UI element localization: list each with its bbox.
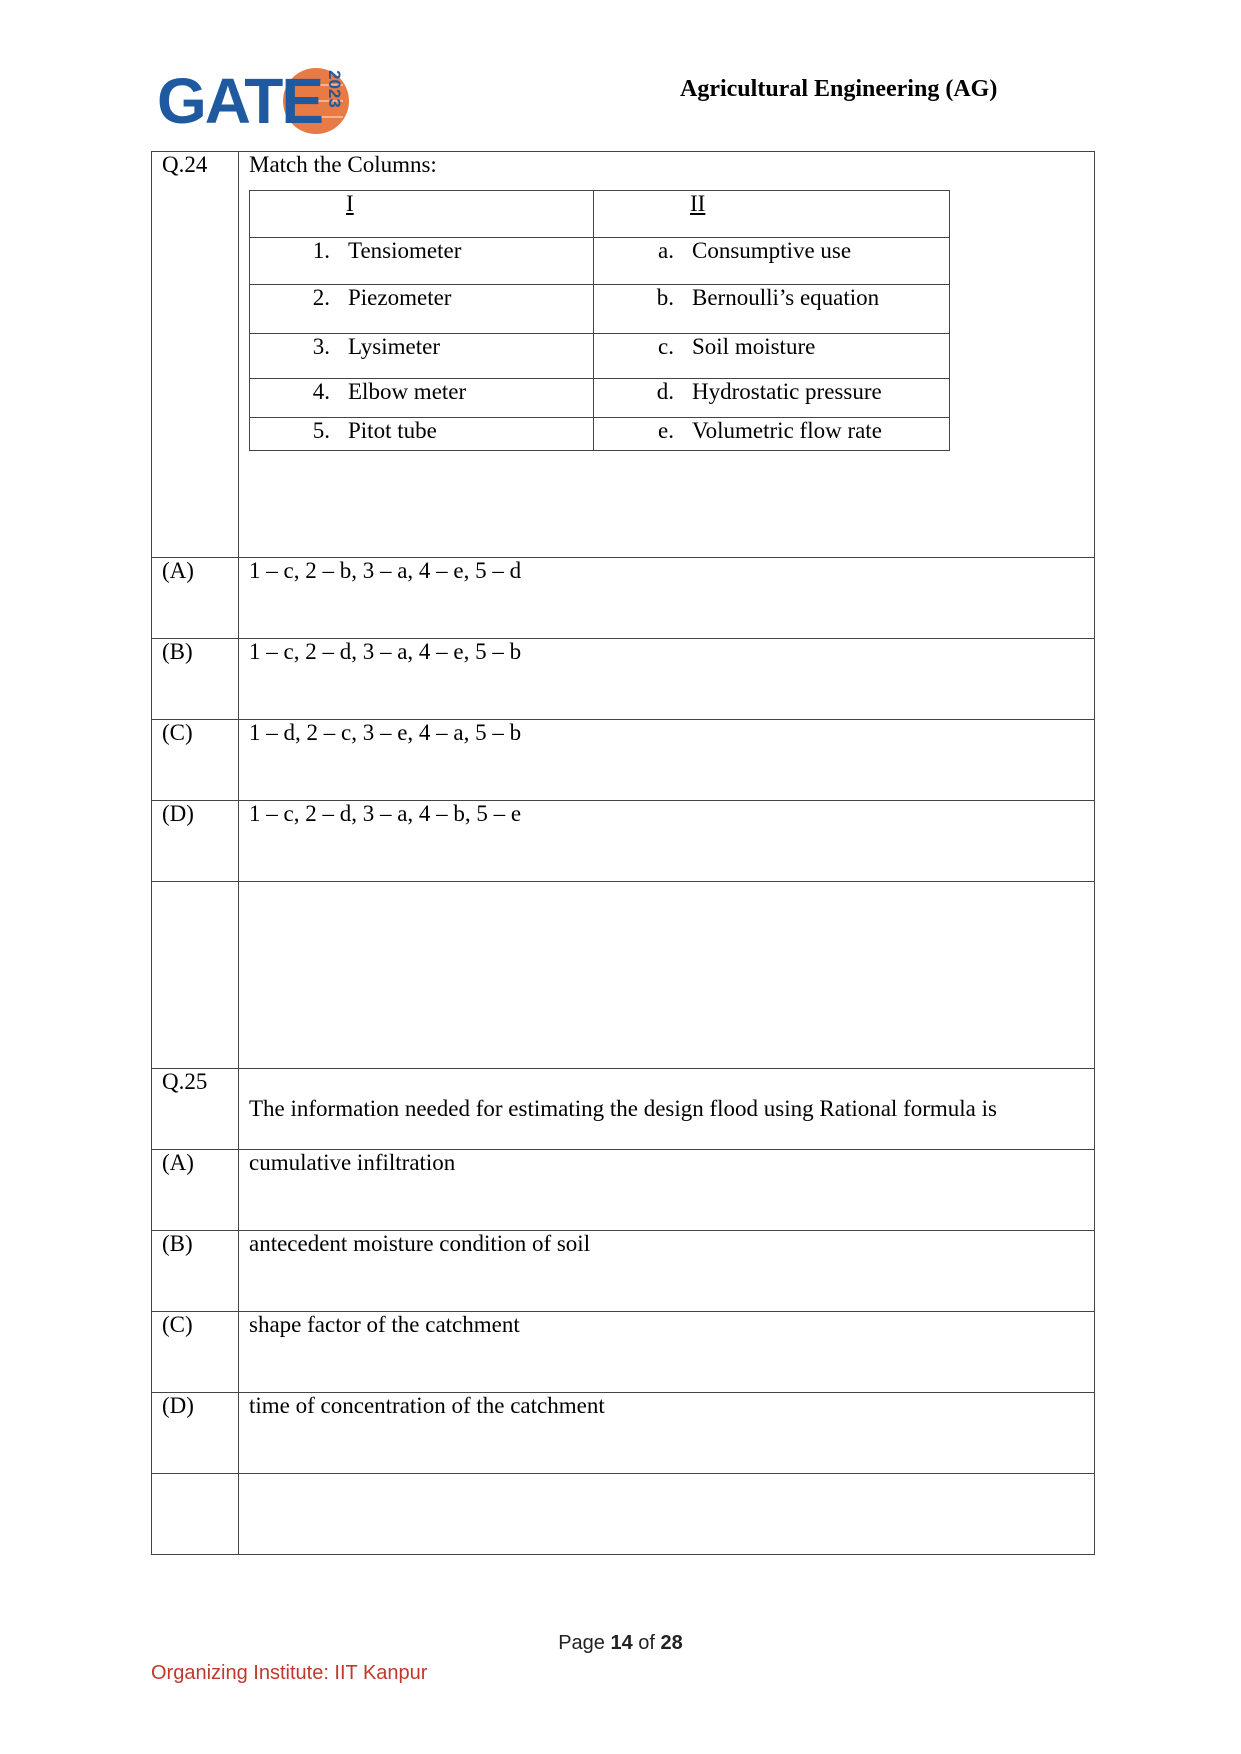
item-left: Tensiometer [348, 238, 462, 263]
question-prompt: The information needed for estimating the design flood using Rational formula is [239, 1069, 1095, 1150]
option-label: (C) [152, 1312, 239, 1393]
option-label: (B) [152, 1231, 239, 1312]
item-number: 3. [312, 334, 330, 359]
paper-title: Agricultural Engineering (AG) [680, 76, 998, 102]
option-text: 1 – c, 2 – d, 3 – a, 4 – e, 5 – b [239, 639, 1095, 720]
option-text: 1 – d, 2 – c, 3 – e, 4 – a, 5 – b [239, 720, 1095, 801]
blank-row [152, 1474, 1095, 1555]
blank-row [152, 882, 1095, 1069]
page-number: Page 14 of 28 [558, 1632, 683, 1654]
option-row [152, 1393, 1095, 1474]
question-body [239, 152, 1095, 558]
option-text: 1 – c, 2 – d, 3 – a, 4 – b, 5 – e [239, 801, 1095, 882]
item-number: 1. [312, 238, 330, 263]
option-label: (A) [152, 558, 239, 639]
option-text: time of concentration of the catchment [239, 1393, 1095, 1474]
question-table [151, 151, 1095, 1555]
option-row [152, 720, 1095, 801]
logo-text: GATE [157, 65, 323, 137]
item-right: Hydrostatic pressure [692, 379, 882, 404]
item-letter: a. [658, 238, 674, 263]
option-row [152, 1231, 1095, 1312]
question-prompt: Match the Columns: [249, 152, 437, 177]
option-label: (C) [152, 720, 239, 801]
match-row [250, 418, 950, 451]
option-label: (B) [152, 639, 239, 720]
question-number: Q.24 [152, 152, 239, 558]
item-left: Elbow meter [348, 379, 467, 404]
option-row [152, 1150, 1095, 1231]
option-row [152, 1312, 1095, 1393]
option-row [152, 801, 1095, 882]
item-right: Soil moisture [692, 334, 816, 359]
item-letter: b. [656, 285, 674, 310]
item-left: Piezometer [348, 285, 452, 310]
item-left: Pitot tube [348, 418, 437, 443]
gate-logo [157, 62, 357, 140]
match-header-row [250, 191, 950, 238]
column-i-header: I [346, 191, 354, 216]
option-row [152, 558, 1095, 639]
question-row-q25 [152, 1069, 1095, 1150]
item-number: 2. [312, 285, 330, 310]
option-text: shape factor of the catchment [239, 1312, 1095, 1393]
question-number: Q.25 [152, 1069, 239, 1150]
item-letter: c. [658, 334, 674, 359]
question-row-q24 [152, 152, 1095, 558]
item-number: 4. [312, 379, 330, 404]
match-row [250, 334, 950, 379]
item-number: 5. [312, 418, 330, 443]
column-ii-header: II [690, 191, 706, 216]
option-text: cumulative infiltration [239, 1150, 1095, 1231]
item-left: Lysimeter [348, 334, 440, 359]
match-row [250, 238, 950, 285]
organizer-text: Organizing Institute: IIT Kanpur [151, 1662, 428, 1684]
item-right: Consumptive use [692, 238, 852, 263]
option-text: 1 – c, 2 – b, 3 – a, 4 – e, 5 – d [239, 558, 1095, 639]
option-label: (D) [152, 1393, 239, 1474]
logo-year: 2023 [325, 70, 344, 108]
match-row [250, 379, 950, 418]
item-letter: d. [656, 379, 674, 404]
item-letter: e. [658, 418, 674, 443]
option-label: (A) [152, 1150, 239, 1231]
match-row [250, 285, 950, 334]
option-label: (D) [152, 801, 239, 882]
option-text: antecedent moisture condition of soil [239, 1231, 1095, 1312]
item-right: Bernoulli’s equation [692, 285, 880, 310]
item-right: Volumetric flow rate [692, 418, 882, 443]
option-row [152, 639, 1095, 720]
match-table [249, 190, 950, 451]
